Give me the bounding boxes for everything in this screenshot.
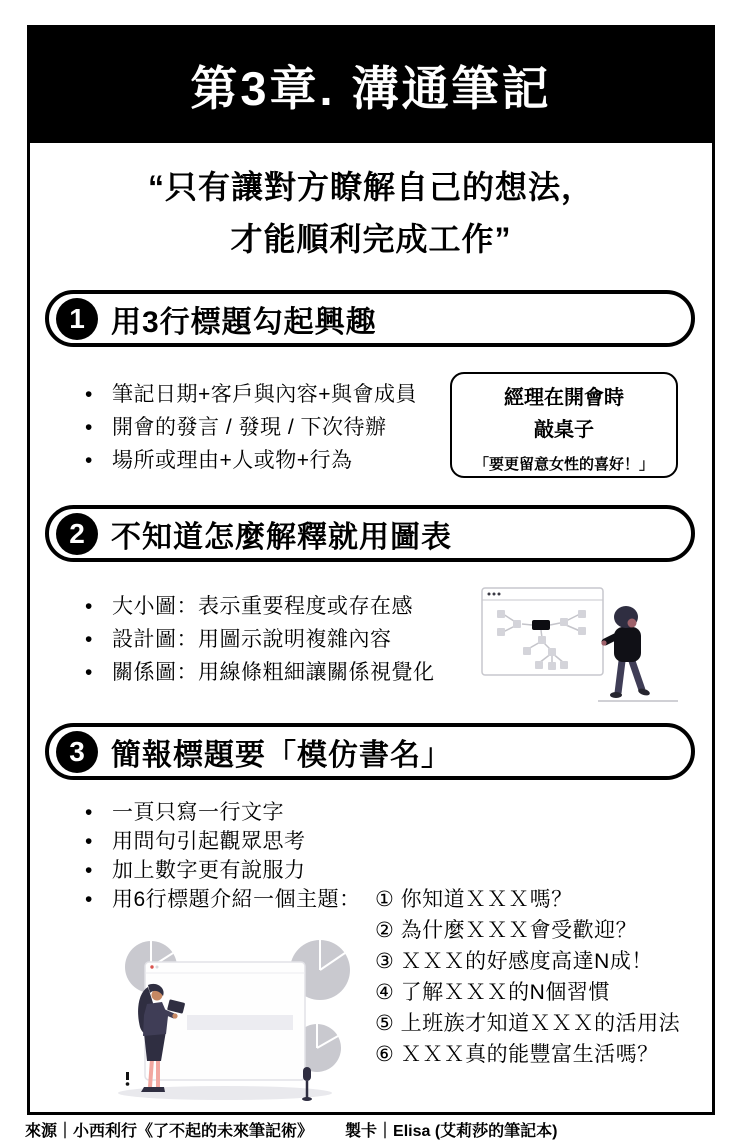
bullet-item <box>85 798 361 827</box>
section-1-title: 用3行標題勾起興趣 <box>111 305 377 339</box>
section-3-title: 簡報標題要「模仿書名」 <box>111 738 452 772</box>
section-1-header <box>45 290 695 347</box>
bullet-dot-icon: • <box>85 449 93 472</box>
bullet-dot-icon: • <box>85 416 93 439</box>
example-title-item: ③ ＸＸＸ的好感度高達N成！ <box>375 950 653 973</box>
footer <box>25 1118 557 1141</box>
bullet-text: 用問句引起觀眾思考 <box>112 830 306 853</box>
bullet-dot-icon: • <box>85 801 93 824</box>
bullet-dot-icon: • <box>85 595 93 618</box>
bullet-dot-icon: • <box>85 859 93 882</box>
section-1-number-badge: 1 <box>56 298 98 340</box>
presentation-board-icon <box>145 962 305 1080</box>
exclamation-mark-icon <box>126 1072 130 1086</box>
section-1-bullet-list <box>85 378 417 477</box>
quote-line-2: 才能順利完成工作” <box>230 221 512 257</box>
bullet-item <box>85 590 435 623</box>
section-2-title: 不知道怎麼解釋就用圖表 <box>111 520 452 554</box>
bullet-text: 大小圖：表示重要程度或存在感 <box>112 595 413 618</box>
bullet-dot-icon: • <box>85 830 93 853</box>
bullet-dot-icon: • <box>85 628 93 651</box>
bullet-item <box>85 856 361 885</box>
chapter-header <box>30 28 712 143</box>
person-figure <box>598 606 678 701</box>
bullet-item <box>85 827 361 856</box>
bullet-dot-icon: • <box>85 661 93 684</box>
section-2-bullet-list <box>85 590 435 689</box>
section-3-bullet-list <box>85 798 361 914</box>
bullet-text: 設計圖：用圖示說明複雜內容 <box>112 628 392 651</box>
example-title-item: ④ 了解ＸＸＸ的N個習慣 <box>375 981 610 1004</box>
section-2-number-badge: 2 <box>56 513 98 555</box>
example-title-list <box>375 884 680 1070</box>
callout-line-2: 敲桌子 <box>534 419 594 441</box>
bullet-dot-icon: • <box>85 888 93 911</box>
bullet-text: 加上數字更有說服力 <box>112 859 306 882</box>
chapter-quote <box>30 161 712 265</box>
bullet-item <box>85 411 417 444</box>
bullet-item <box>85 885 361 914</box>
callout-line-1: 經理在開會時 <box>504 387 624 409</box>
bullet-text: 用6行標題介紹一個主題： <box>112 888 361 911</box>
section-2-header <box>45 505 695 562</box>
bullet-dot-icon: • <box>85 383 93 406</box>
presenter-illustration <box>70 935 390 1107</box>
bullet-item <box>85 378 417 411</box>
infographic-card <box>27 25 715 1115</box>
bullet-text: 筆記日期+客戶與內容+與會成員 <box>112 383 418 406</box>
bullet-text: 開會的發言 / 發現 / 下次待辦 <box>112 416 387 439</box>
bullet-item <box>85 656 435 689</box>
maker-credit: 製卡｜Elisa (艾莉莎的筆記本) <box>345 1123 558 1140</box>
section-3-number-badge: 3 <box>56 731 98 773</box>
example-title-item: ⑤ 上班族才知道ＸＸＸ的活用法 <box>375 1012 681 1035</box>
chapter-title: 第3章. 溝通筆記 <box>190 62 552 115</box>
mindmap-central-node <box>532 620 550 630</box>
bullet-text: 一頁只寫一行文字 <box>112 801 284 824</box>
bullet-text: 關係圖：用線條粗細讓關係視覺化 <box>112 661 435 684</box>
example-title-item: ① 你知道ＸＸＸ嗎？ <box>375 888 573 911</box>
quote-line-1: “只有讓對方瞭解自己的想法， <box>147 169 594 205</box>
bullet-item <box>85 444 417 477</box>
source-credit: 來源｜小西利行《了不起的未來筆記術》 <box>25 1123 314 1140</box>
bullet-text: 場所或理由+人或物+行為 <box>112 449 353 472</box>
example-title-item: ⑥ ＸＸＸ真的能豐富生活嗎？ <box>375 1043 659 1066</box>
bullet-item <box>85 623 435 656</box>
manager-example-box <box>450 372 678 478</box>
mindmap-illustration <box>480 575 715 715</box>
callout-quote: 「要更留意女性的喜好！」 <box>473 456 654 473</box>
example-title-item: ② 為什麼ＸＸＸ會受歡迎？ <box>375 919 638 942</box>
section-3-header <box>45 723 695 780</box>
